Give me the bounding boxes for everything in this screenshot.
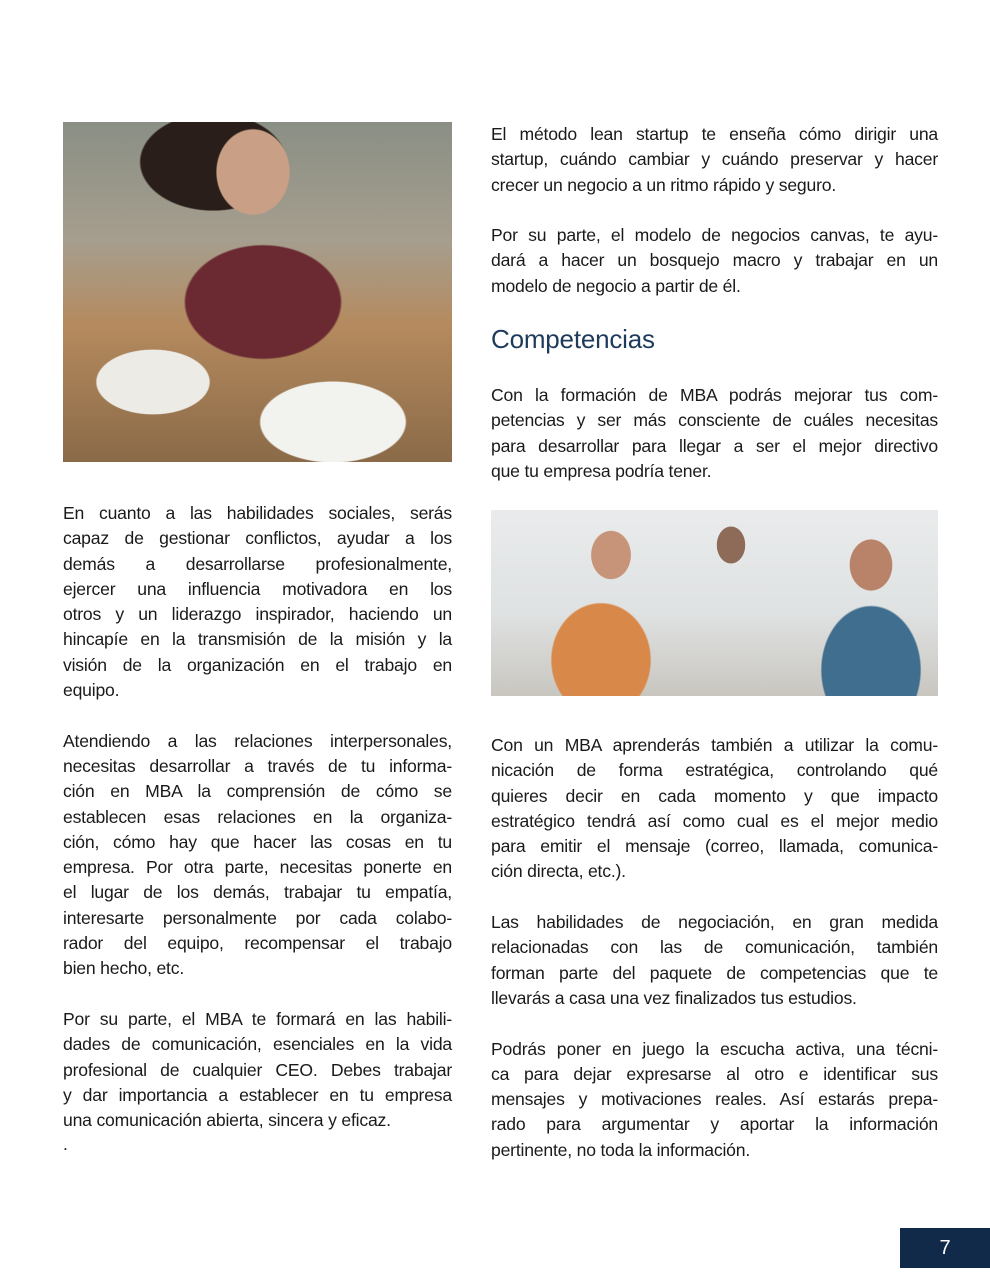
text-line: llevarás a casa una vez finalizados tus estudios. (491, 987, 857, 1008)
text-line: relacionadas con las de comunicación, también (491, 937, 938, 958)
trailing-dot: . (63, 1134, 68, 1154)
text-line: petencias y ser más consciente de cuáles necesitas (491, 410, 938, 431)
text-line: En cuanto a las habilidades sociales, serás (63, 503, 452, 523)
text-line: una comunicación abierta, sincera y eficaz. (63, 1110, 391, 1131)
text-line: demás a desarrollarse profesionalmente, (63, 553, 452, 574)
text-line: ción directa, etc.). (491, 861, 626, 882)
text-line: y dar importancia a establecer en tu empresa (63, 1084, 452, 1105)
text-line: para desarrollar para llegar a ser el mejor directivo (491, 435, 938, 456)
text-line: startup, cuándo cambiar y cuándo preservar y hacer (491, 149, 938, 170)
paragraph (491, 733, 938, 885)
text-line: bien hecho, etc. (63, 958, 185, 979)
right-bottom-text (491, 733, 938, 1188)
paragraph (491, 122, 938, 198)
text-line: equipo. (63, 680, 120, 701)
text-line: Por su parte, el modelo de negocios canvas, te ayu- (491, 225, 938, 246)
text-line: hincapíe en la transmisión de la misión y la (63, 629, 452, 650)
text-line: modelo de negocio a partir de él. (491, 275, 741, 296)
section-heading-competencias: Competencias (491, 324, 655, 354)
text-line: ca para dejar expresarse al otro e identificar sus (491, 1063, 938, 1084)
text-line: ción en MBA la comprensión de cómo se (63, 781, 452, 802)
paragraph (63, 729, 452, 982)
text-line: ción, cómo hay que hacer las cosas en tu (63, 831, 452, 852)
text-line: El método lean startup te enseña cómo dirigir una (491, 124, 938, 144)
handshake-office-photo (491, 510, 938, 696)
text-line: estratégico tendrá así como cual es el mejor medio (491, 810, 938, 831)
paragraph (63, 1007, 452, 1133)
text-line: dades de comunicación, esenciales en la vida (63, 1034, 452, 1055)
text-line: dará a hacer un bosquejo macro y trabajar en un (491, 250, 938, 271)
paragraph (63, 501, 452, 703)
paragraph (491, 383, 938, 484)
left-column-text (63, 501, 452, 1159)
text-line: quieres decir en cada momento y que impacto (491, 785, 938, 806)
paragraph (491, 223, 938, 299)
text-line: Con un MBA aprenderás también a utilizar la comu- (491, 735, 938, 755)
text-line: Las habilidades de negociación, en gran medida (491, 912, 938, 933)
text-line: mensajes y motivaciones reales. Así estarás prepa- (491, 1089, 938, 1110)
text-line: nicación de forma estratégica, controlando qué (491, 760, 938, 781)
text-line: interesarte personalmente por cada colabo- (63, 907, 452, 928)
text-line: Podrás poner en juego la escucha activa, una técni- (491, 1038, 938, 1059)
competencias-text (491, 383, 938, 509)
woman-laughing-cafe-photo (63, 122, 452, 462)
text-line: que tu empresa podría tener. (491, 460, 712, 481)
text-line: capaz de gestionar conflictos, ayudar a los (63, 528, 452, 549)
text-line: ejercer una influencia motivadora en los (63, 578, 452, 599)
text-line: Atendiendo a las relaciones interpersonales, (63, 730, 452, 751)
text-line: otros y un liderazgo inspirador, haciendo un (63, 604, 452, 625)
text-line: rado para argumentar y aportar la información (491, 1114, 938, 1135)
paragraph (491, 1037, 938, 1163)
text-line: necesitas desarrollar a través de tu informa- (63, 755, 452, 776)
text-line: rador del equipo, recompensar el trabajo (63, 933, 452, 954)
page-number: 7 (900, 1228, 990, 1268)
right-intro-text (491, 122, 938, 324)
text-line: crecer un negocio a un ritmo rápido y seguro. (491, 174, 837, 195)
paragraph (491, 910, 938, 1011)
text-line: empresa. Por otra parte, necesitas ponerte en (63, 857, 452, 878)
text-line: visión de la organización en el trabajo en (63, 654, 452, 675)
text-line: Por su parte, el MBA te formará en las habili- (63, 1008, 452, 1029)
text-line: el lugar de los demás, trabajar tu empatía, (63, 882, 452, 903)
text-line: para emitir el mensaje (correo, llamada, comunica- (491, 836, 938, 857)
text-line: pertinente, no toda la información. (491, 1139, 751, 1160)
text-line: profesional de cualquier CEO. Debes trabajar (63, 1059, 452, 1080)
text-line: Con la formación de MBA podrás mejorar tus com- (491, 385, 938, 405)
text-line: establecen esas relaciones en la organiza- (63, 806, 452, 827)
text-line: forman parte del paquete de competencias que te (491, 962, 938, 983)
